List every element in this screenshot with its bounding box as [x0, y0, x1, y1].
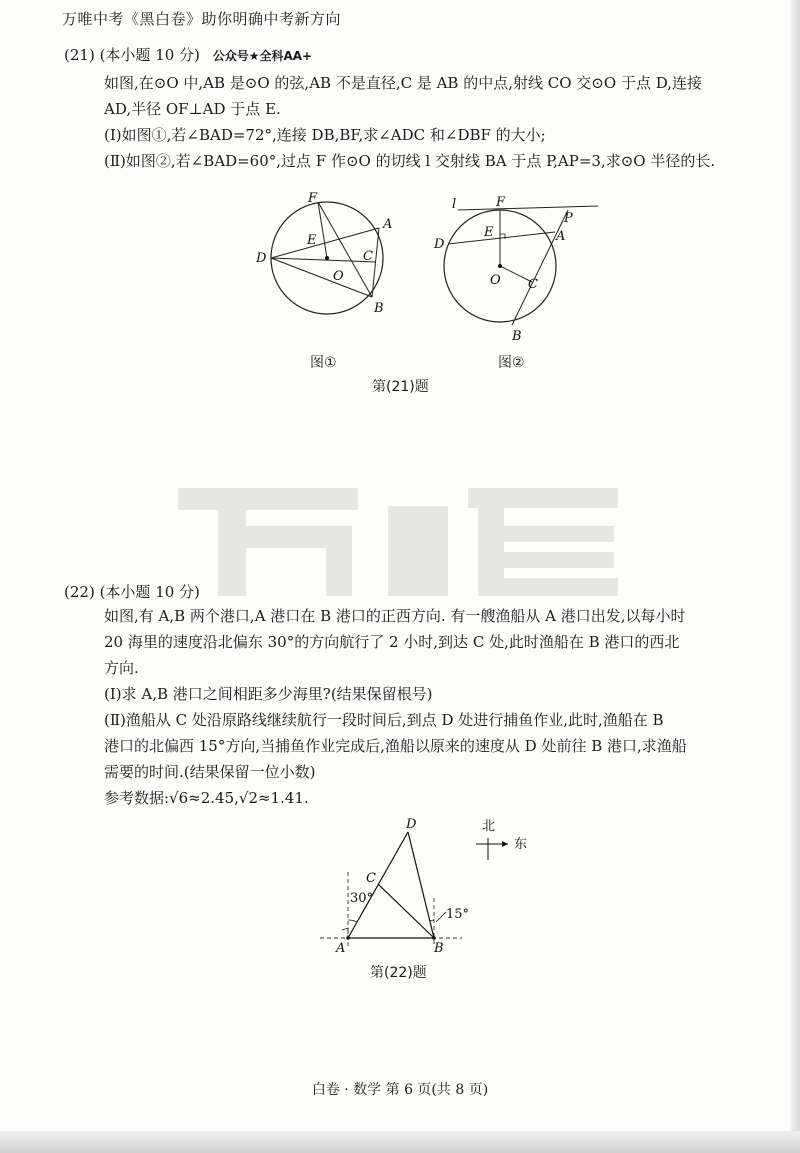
fig2-label-p: P — [564, 211, 573, 226]
angle-30-arc — [348, 920, 357, 922]
q21-part2: (Ⅱ)如图②,若∠BAD=60°,过点 F 作⊙O 的切线 l 交射线 BA 于点 P,AP=3,求⊙O 半径的长. — [104, 152, 716, 170]
fig1-label-d: D — [256, 251, 267, 266]
fig1-caption: 图① — [310, 355, 337, 371]
page-header: 万唯中考《黑白卷》助你明确中考新方向 — [62, 10, 342, 28]
q22-score: (本小题 10 分) — [99, 583, 200, 601]
point-b — [432, 936, 436, 940]
angle-15-arc — [430, 920, 434, 921]
fig2-label-a: A — [556, 229, 566, 244]
q22-part2-line3: 需要的时间.(结果保留一位小数) — [104, 763, 316, 781]
angle-mark-a — [342, 928, 348, 934]
fig2-label-e: E — [484, 225, 494, 240]
segment-cb — [378, 884, 434, 938]
q22-text-line3: 方向. — [104, 659, 139, 677]
fig2-label-b: B — [512, 329, 522, 344]
q21-figure-1 — [250, 192, 410, 332]
fig22-label-b: B — [434, 941, 444, 956]
q22-number: (22) — [64, 583, 95, 601]
compass-north-label: 北 — [482, 819, 496, 834]
compass-east-label: 东 — [514, 837, 528, 852]
point-a — [346, 936, 350, 940]
ray-dc — [271, 258, 376, 262]
q21-caption: 第(21)题 — [372, 379, 429, 395]
fig2-label-f: F — [496, 195, 506, 210]
q22-part1: (Ⅰ)求 A,B 港口之间相距多少海里?(结果保留根号) — [104, 685, 433, 703]
fig2-label-l: l — [452, 197, 457, 212]
q22-heading — [64, 581, 200, 602]
fig22-label-c: C — [366, 871, 376, 886]
fig22-label-a: A — [336, 941, 346, 956]
fig1-label-f: F — [308, 192, 318, 206]
fig1-label-b: B — [374, 301, 384, 316]
route-ad — [348, 832, 408, 938]
segment-db — [271, 258, 372, 297]
fig1-label-o: O — [333, 269, 344, 284]
scan-edge-bottom — [0, 1131, 800, 1153]
fig2-label-c: C — [528, 277, 538, 292]
q21-score: (本小题 10 分) — [99, 46, 200, 64]
tangent-l — [458, 206, 598, 210]
center-dot — [325, 256, 329, 260]
page-footer: 白卷 · 数学 第 6 页(共 8 页) — [311, 1082, 489, 1098]
q22-caption: 第(22)题 — [370, 965, 427, 981]
q21-number: (21) — [64, 46, 95, 64]
q21-heading — [64, 44, 312, 65]
center-dot — [498, 264, 502, 268]
angle-15-pointer — [436, 912, 446, 922]
fig22-label-30deg: 30° — [350, 891, 374, 906]
fig1-label-c: C — [363, 249, 373, 264]
q21-figure-2 — [430, 190, 610, 350]
fig22-label-d: D — [406, 817, 417, 832]
segment-db — [408, 832, 434, 938]
q22-part2-line1: (Ⅱ)渔船从 C 处沿原路线继续航行一段时间后,到点 D 处进行捕鱼作业,此时,渔船在 B — [104, 711, 664, 729]
scan-edge-right — [790, 0, 800, 1153]
q22-reference-data: 参考数据:√6≈2.45,√2≈1.41. — [104, 789, 309, 807]
fig22-label-15deg: 15° — [446, 907, 470, 922]
fig2-label-d: D — [434, 237, 445, 252]
q22-text-line2: 20 海里的速度沿北偏东 30°的方向航行了 2 小时,到达 C 处,此时渔船在 B 港口的西北 — [104, 633, 680, 651]
fig2-label-o: O — [490, 273, 501, 288]
fig1-label-e: E — [307, 233, 317, 248]
q21-tag: 公众号★全科AA+ — [212, 49, 313, 63]
compass-arrow-icon — [502, 841, 508, 847]
q22-figure — [312, 812, 542, 958]
fig1-label-a: A — [383, 217, 393, 232]
fig2-caption: 图② — [498, 355, 525, 371]
q21-text-line1: 如图,在⊙O 中,AB 是⊙O 的弦,AB 不是直径,C 是 AB 的中点,射线 CO 交⊙O 于点 D,连接 — [104, 74, 702, 92]
q21-text-line2: AD,半径 OF⊥AD 于点 E. — [104, 100, 281, 118]
q22-text-line1: 如图,有 A,B 两个港口,A 港口在 B 港口的正西方向. 有一艘渔船从 A 港口出发,以每小时 — [104, 607, 686, 625]
watermark-logo — [178, 478, 618, 598]
q21-part1: (Ⅰ)如图①,若∠BAD=72°,连接 DB,BF,求∠ADC 和∠DBF 的大小; — [104, 126, 546, 144]
q22-part2-line2: 港口的北偏西 15°方向,当捕鱼作业完成后,渔船以原来的速度从 D 处前往 B 港口,求渔船 — [104, 737, 687, 755]
